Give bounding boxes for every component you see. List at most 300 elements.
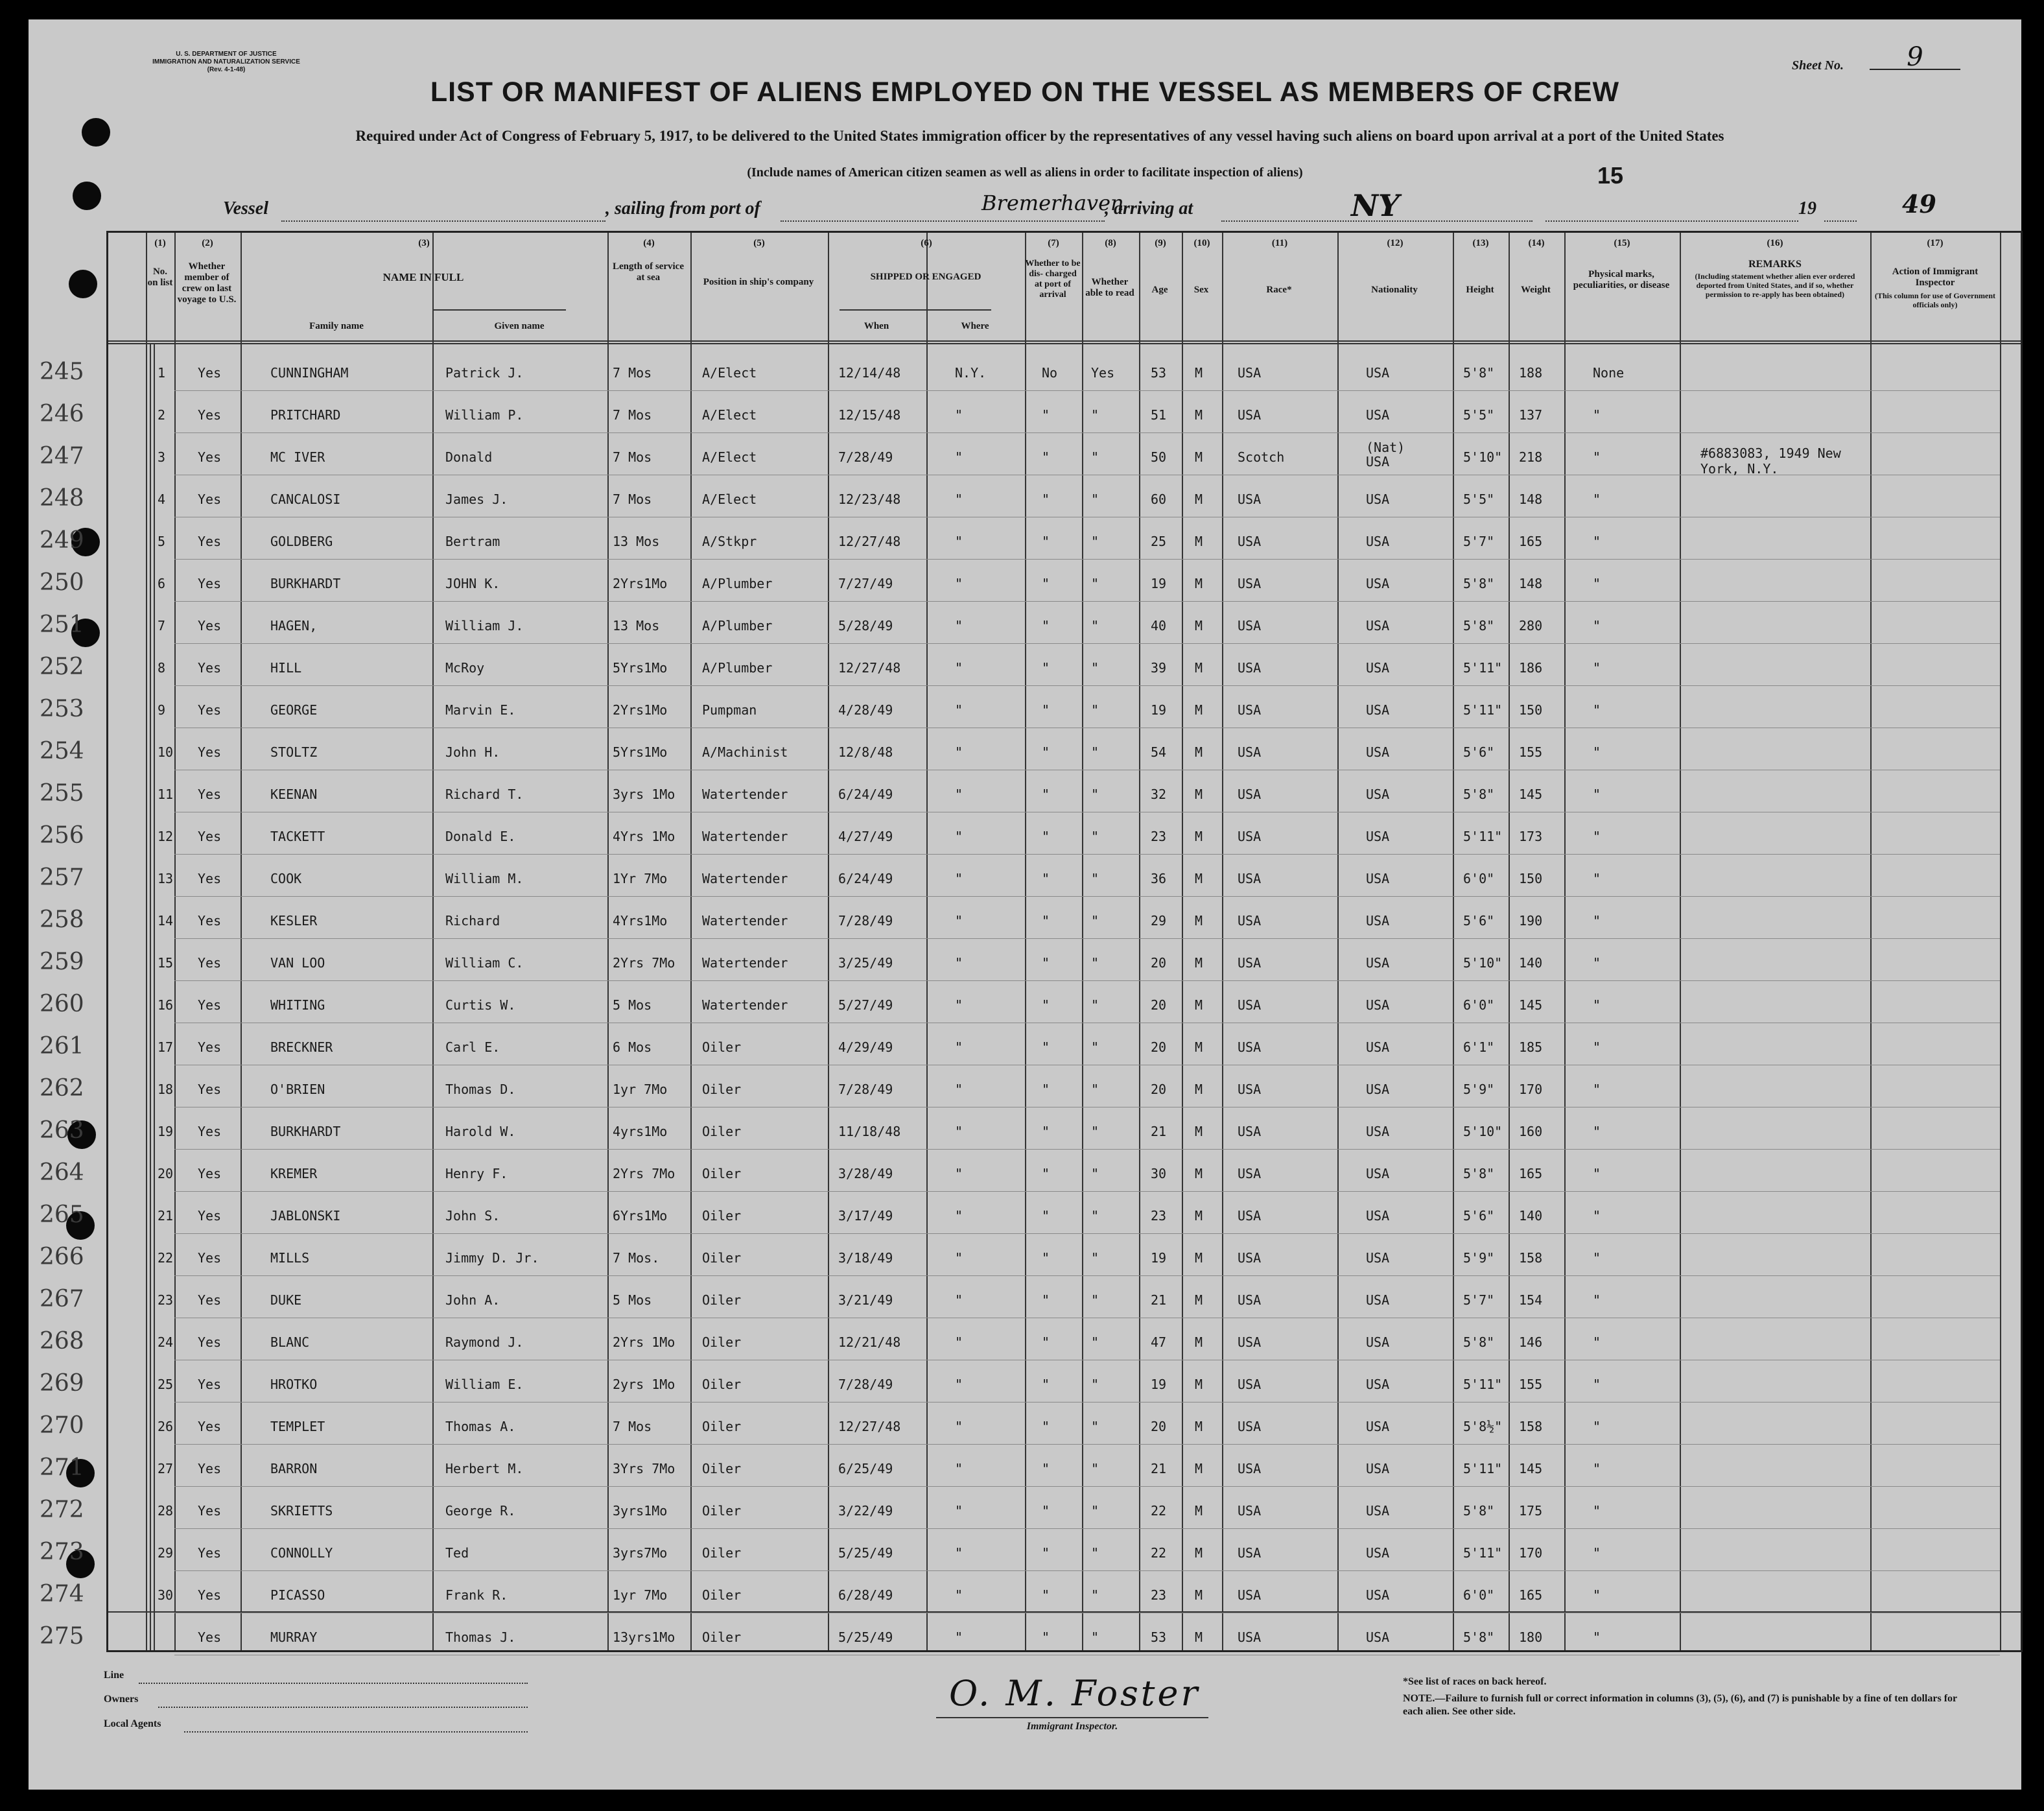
cell-position: A/Stkpr bbox=[702, 534, 757, 549]
cell-family: BARRON bbox=[270, 1461, 318, 1476]
row-rule bbox=[174, 390, 2000, 391]
cell-family: HAGEN, bbox=[270, 618, 318, 633]
cell-member: Yes bbox=[198, 1419, 222, 1434]
cell-family: GOLDBERG bbox=[270, 534, 333, 549]
cell-length: 3Yrs 7Mo bbox=[613, 1461, 675, 1476]
cell-read: " bbox=[1091, 534, 1099, 549]
cell-when: 12/27/48 bbox=[838, 1419, 901, 1434]
cell-weight: 190 bbox=[1519, 913, 1543, 929]
cell-family: MC IVER bbox=[270, 449, 325, 465]
cell-remarks: #6883083, 1949 New York, N.Y. bbox=[1700, 445, 1841, 477]
cell-sex: M bbox=[1195, 787, 1203, 802]
cell-weight: 155 bbox=[1519, 1377, 1543, 1392]
cell-given: Donald E. bbox=[445, 829, 516, 844]
cell-where: " bbox=[955, 787, 963, 802]
cell-no: 20 bbox=[158, 1166, 174, 1181]
cell-sex: M bbox=[1195, 1629, 1203, 1645]
cell-nat: USA bbox=[1366, 955, 1390, 971]
cell-given: Bertram bbox=[445, 534, 500, 549]
cell-disch: " bbox=[1042, 1166, 1050, 1181]
cell-read: " bbox=[1091, 1082, 1099, 1097]
cell-given: Jimmy D. Jr. bbox=[445, 1250, 539, 1266]
row-rule bbox=[174, 1528, 2000, 1529]
cell-when: 12/14/48 bbox=[838, 365, 901, 381]
cell-height: 5'5" bbox=[1463, 407, 1495, 423]
cell-given: Ted bbox=[445, 1545, 469, 1561]
cell-nat: USA bbox=[1366, 576, 1390, 591]
cell-member: Yes bbox=[198, 997, 222, 1013]
cell-read: " bbox=[1091, 1250, 1099, 1266]
cell-position: Oiler bbox=[702, 1166, 742, 1181]
cell-weight: 180 bbox=[1519, 1629, 1543, 1645]
cell-where: " bbox=[955, 491, 963, 507]
table-row bbox=[40, 729, 2021, 771]
cell-no: 12 bbox=[158, 829, 174, 844]
cell-physical: " bbox=[1593, 955, 1601, 971]
column-number: (4) bbox=[643, 238, 655, 248]
cell-disch: " bbox=[1042, 618, 1050, 633]
cell-physical: " bbox=[1593, 449, 1601, 465]
cell-read: " bbox=[1091, 1166, 1099, 1181]
row-rule bbox=[174, 432, 2000, 433]
cell-nat: USA bbox=[1366, 534, 1390, 549]
inspector-label: Immigrant Inspector. bbox=[1026, 1721, 1118, 1732]
cell-when: 7/28/49 bbox=[838, 1082, 893, 1097]
cell-where: " bbox=[955, 576, 963, 591]
cell-race: USA bbox=[1238, 702, 1262, 718]
cell-disch: " bbox=[1042, 1419, 1050, 1434]
table-row bbox=[40, 1024, 2021, 1066]
cell-no: 10 bbox=[158, 744, 174, 760]
cell-physical: " bbox=[1593, 1166, 1601, 1181]
cell-when: 5/25/49 bbox=[838, 1629, 893, 1645]
cell-no: 13 bbox=[158, 871, 174, 886]
cell-height: 5'11" bbox=[1463, 660, 1503, 676]
cell-disch: " bbox=[1042, 534, 1050, 549]
cell-family: VAN LOO bbox=[270, 955, 325, 971]
cell-physical: " bbox=[1593, 1292, 1601, 1308]
cell-length: 2yrs 1Mo bbox=[613, 1377, 675, 1392]
cell-race: USA bbox=[1238, 1377, 1262, 1392]
cell-physical: " bbox=[1593, 829, 1601, 844]
col-age-header: Age bbox=[1151, 285, 1168, 295]
cell-given: Donald bbox=[445, 449, 493, 465]
cell-given: John S. bbox=[445, 1208, 500, 1224]
cell-length: 7 Mos bbox=[613, 1419, 652, 1434]
cell-position: Watertender bbox=[702, 787, 788, 802]
cell-race: USA bbox=[1238, 997, 1262, 1013]
cell-race: USA bbox=[1238, 1461, 1262, 1476]
cell-where: " bbox=[955, 1545, 963, 1561]
line-number: 273 bbox=[40, 1539, 84, 1565]
cell-position: Oiler bbox=[702, 1124, 742, 1139]
cell-sex: M bbox=[1195, 1461, 1203, 1476]
cell-sex: M bbox=[1195, 913, 1203, 929]
cell-height: 5'11" bbox=[1463, 1545, 1503, 1561]
include-note: (Include names of American citizen seamen as well as aliens in order to facilitate inspection of aliens) bbox=[747, 165, 1303, 180]
cell-read: " bbox=[1091, 1503, 1099, 1519]
date-field bbox=[1545, 201, 1798, 222]
cell-sex: M bbox=[1195, 744, 1203, 760]
cell-length: 1yr 7Mo bbox=[613, 1587, 668, 1603]
cell-physical: " bbox=[1593, 744, 1601, 760]
cell-when: 12/15/48 bbox=[838, 407, 901, 423]
cell-height: 5'10" bbox=[1463, 1124, 1503, 1139]
cell-physical: " bbox=[1593, 1587, 1601, 1603]
cell-disch: " bbox=[1042, 407, 1050, 423]
cell-physical: " bbox=[1593, 1419, 1601, 1434]
cell-nat: USA bbox=[1366, 1461, 1390, 1476]
table-row bbox=[40, 1066, 2021, 1108]
cell-member: Yes bbox=[198, 1334, 222, 1350]
cell-physical: " bbox=[1593, 1503, 1601, 1519]
line-number: 266 bbox=[40, 1244, 84, 1270]
cell-age: 25 bbox=[1151, 534, 1167, 549]
cell-family: BRECKNER bbox=[270, 1039, 333, 1055]
cell-sex: M bbox=[1195, 1250, 1203, 1266]
cell-read: " bbox=[1091, 1292, 1099, 1308]
cell-where: " bbox=[955, 829, 963, 844]
cell-member: Yes bbox=[198, 829, 222, 844]
col-where-header: Where bbox=[961, 321, 989, 331]
cell-when: 3/22/49 bbox=[838, 1503, 893, 1519]
cell-disch: " bbox=[1042, 1461, 1050, 1476]
cell-disch: " bbox=[1042, 997, 1050, 1013]
cell-given: William C. bbox=[445, 955, 524, 971]
cell-read: " bbox=[1091, 997, 1099, 1013]
footer-owners-label: Owners bbox=[104, 1694, 139, 1705]
footer-agents-label: Local Agents bbox=[104, 1718, 161, 1729]
cell-family: MILLS bbox=[270, 1250, 310, 1266]
table-row bbox=[40, 1235, 2021, 1277]
row-rule bbox=[174, 938, 2000, 939]
column-number: (16) bbox=[1767, 238, 1783, 248]
cell-family: KREMER bbox=[270, 1166, 318, 1181]
cell-when: 7/27/49 bbox=[838, 576, 893, 591]
cell-age: 40 bbox=[1151, 618, 1167, 633]
footer-line-field bbox=[139, 1663, 528, 1684]
cell-nat: USA bbox=[1366, 787, 1390, 802]
cell-disch: " bbox=[1042, 1587, 1050, 1603]
cell-no: 9 bbox=[158, 702, 166, 718]
cell-length: 5 Mos bbox=[613, 1292, 652, 1308]
cell-sex: M bbox=[1195, 576, 1203, 591]
cell-no: 2 bbox=[158, 407, 166, 423]
sailing-port: Bremerhaven bbox=[981, 191, 1124, 215]
form-revision: (Rev. 4-1-48) bbox=[207, 66, 246, 73]
cell-read: " bbox=[1091, 1208, 1099, 1224]
cell-sex: M bbox=[1195, 702, 1203, 718]
cell-age: 23 bbox=[1151, 829, 1167, 844]
cell-height: 5'10" bbox=[1463, 449, 1503, 465]
col-weight-header: Weight bbox=[1521, 285, 1551, 295]
cell-sex: M bbox=[1195, 660, 1203, 676]
table-row bbox=[40, 855, 2021, 897]
cell-where: " bbox=[955, 1082, 963, 1097]
cell-member: Yes bbox=[198, 1629, 222, 1645]
table-row bbox=[40, 1403, 2021, 1445]
cell-read: " bbox=[1091, 955, 1099, 971]
cell-member: Yes bbox=[198, 660, 222, 676]
header-rule-double bbox=[108, 343, 2021, 344]
cell-member: Yes bbox=[198, 955, 222, 971]
table-row bbox=[40, 560, 2021, 602]
cell-no: 6 bbox=[158, 576, 166, 591]
cell-no: 28 bbox=[158, 1503, 174, 1519]
cell-weight: 145 bbox=[1519, 1461, 1543, 1476]
cell-height: 5'10" bbox=[1463, 955, 1503, 971]
cell-when: 3/17/49 bbox=[838, 1208, 893, 1224]
table-row bbox=[40, 349, 2021, 392]
cell-position: Watertender bbox=[702, 997, 788, 1013]
cell-no: 11 bbox=[158, 787, 174, 802]
cell-member: Yes bbox=[198, 576, 222, 591]
punch-hole bbox=[69, 270, 97, 298]
cell-given: Frank R. bbox=[445, 1587, 508, 1603]
cell-age: 19 bbox=[1151, 1377, 1167, 1392]
cell-weight: 218 bbox=[1519, 449, 1543, 465]
cell-given: John A. bbox=[445, 1292, 500, 1308]
cell-age: 20 bbox=[1151, 997, 1167, 1013]
cell-weight: 146 bbox=[1519, 1334, 1543, 1350]
cell-position: Watertender bbox=[702, 871, 788, 886]
cell-length: 1yr 7Mo bbox=[613, 1082, 668, 1097]
cell-physical: " bbox=[1593, 1124, 1601, 1139]
col-name-header: NAME IN FULL bbox=[382, 271, 464, 283]
cell-member: Yes bbox=[198, 1503, 222, 1519]
cell-family: BLANC bbox=[270, 1334, 310, 1350]
cell-age: 30 bbox=[1151, 1166, 1167, 1181]
cell-nat: USA bbox=[1366, 1250, 1390, 1266]
column-number: (17) bbox=[1927, 238, 1944, 248]
cell-sex: M bbox=[1195, 365, 1203, 381]
cell-where: " bbox=[955, 1587, 963, 1603]
cell-disch: " bbox=[1042, 1208, 1050, 1224]
cell-where: " bbox=[955, 955, 963, 971]
cell-given: Carl E. bbox=[445, 1039, 500, 1055]
line-number: 270 bbox=[40, 1412, 84, 1439]
cell-weight: 158 bbox=[1519, 1419, 1543, 1434]
cell-nat: USA bbox=[1366, 744, 1390, 760]
cell-weight: 137 bbox=[1519, 407, 1543, 423]
cell-given: Patrick J. bbox=[445, 365, 524, 381]
line-number: 255 bbox=[40, 780, 84, 807]
cell-disch: " bbox=[1042, 1250, 1050, 1266]
cell-age: 20 bbox=[1151, 1039, 1167, 1055]
cell-height: 5'5" bbox=[1463, 491, 1495, 507]
line-number: 260 bbox=[40, 991, 84, 1017]
cell-race: USA bbox=[1238, 1587, 1262, 1603]
cell-given: John H. bbox=[445, 744, 500, 760]
line-number: 262 bbox=[40, 1075, 84, 1102]
cell-height: 5'8" bbox=[1463, 1334, 1495, 1350]
cell-disch: " bbox=[1042, 491, 1050, 507]
line-number: 272 bbox=[40, 1497, 84, 1523]
cell-no: 23 bbox=[158, 1292, 174, 1308]
col-when-header: When bbox=[863, 321, 889, 331]
cell-height: 5'8½" bbox=[1463, 1419, 1503, 1434]
cell-family: JABLONSKI bbox=[270, 1208, 341, 1224]
cell-age: 21 bbox=[1151, 1124, 1167, 1139]
cell-race: USA bbox=[1238, 1250, 1262, 1266]
line-number: 268 bbox=[40, 1328, 84, 1355]
cell-nat: USA bbox=[1366, 1334, 1390, 1350]
cell-height: 5'11" bbox=[1463, 1461, 1503, 1476]
cell-height: 5'8" bbox=[1463, 1503, 1495, 1519]
cell-when: 12/8/48 bbox=[838, 744, 893, 760]
cell-nat: USA bbox=[1366, 997, 1390, 1013]
cell-member: Yes bbox=[198, 1292, 222, 1308]
col-sex-header: Sex bbox=[1193, 285, 1209, 295]
cell-length: 6 Mos bbox=[613, 1039, 652, 1055]
column-number: (3) bbox=[418, 238, 430, 248]
cell-family: KESLER bbox=[270, 913, 318, 929]
cell-when: 12/27/48 bbox=[838, 660, 901, 676]
cell-nat: USA bbox=[1366, 1629, 1390, 1645]
cell-sex: M bbox=[1195, 1545, 1203, 1561]
cell-sex: M bbox=[1195, 1124, 1203, 1139]
cell-when: 6/28/49 bbox=[838, 1587, 893, 1603]
line-number: 261 bbox=[40, 1033, 84, 1059]
cell-height: 6'0" bbox=[1463, 871, 1495, 886]
cell-physical: " bbox=[1593, 618, 1601, 633]
cell-read: " bbox=[1091, 702, 1099, 718]
cell-position: A/Machinist bbox=[702, 744, 788, 760]
cell-age: 20 bbox=[1151, 1082, 1167, 1097]
cell-age: 21 bbox=[1151, 1461, 1167, 1476]
cell-when: 5/27/49 bbox=[838, 997, 893, 1013]
cell-physical: " bbox=[1593, 660, 1601, 676]
row-rule bbox=[174, 1570, 2000, 1571]
line-number: 263 bbox=[40, 1117, 84, 1144]
row-rule bbox=[174, 1191, 2000, 1192]
cell-family: COOK bbox=[270, 871, 302, 886]
cell-length: 6Yrs1Mo bbox=[613, 1208, 668, 1224]
table-row bbox=[40, 1277, 2021, 1319]
cell-where: " bbox=[955, 449, 963, 465]
cell-age: 50 bbox=[1151, 449, 1167, 465]
cell-family: TACKETT bbox=[270, 829, 325, 844]
cell-given: Harold W. bbox=[445, 1124, 516, 1139]
column-number: (14) bbox=[1528, 238, 1545, 248]
line-number: 259 bbox=[40, 949, 84, 975]
column-number: (15) bbox=[1614, 238, 1630, 248]
cell-position: Oiler bbox=[702, 1082, 742, 1097]
cell-read: " bbox=[1091, 1545, 1099, 1561]
cell-race: USA bbox=[1238, 829, 1262, 844]
cell-when: 6/25/49 bbox=[838, 1461, 893, 1476]
cell-disch: " bbox=[1042, 1629, 1050, 1645]
cell-where: " bbox=[955, 1124, 963, 1139]
table-row bbox=[40, 1150, 2021, 1192]
cell-family: O'BRIEN bbox=[270, 1082, 325, 1097]
cell-age: 21 bbox=[1151, 1292, 1167, 1308]
cell-read: " bbox=[1091, 491, 1099, 507]
line-number: 251 bbox=[40, 611, 84, 638]
cell-sex: M bbox=[1195, 1208, 1203, 1224]
cell-age: 51 bbox=[1151, 407, 1167, 423]
cell-when: 4/27/49 bbox=[838, 829, 893, 844]
column-number: (7) bbox=[1048, 238, 1059, 248]
cell-nat: USA bbox=[1366, 365, 1390, 381]
cell-member: Yes bbox=[198, 871, 222, 886]
column-number: (2) bbox=[202, 238, 213, 248]
cell-race: USA bbox=[1238, 913, 1262, 929]
table-row bbox=[40, 602, 2021, 645]
cell-member: Yes bbox=[198, 1039, 222, 1055]
cell-read: Yes bbox=[1091, 365, 1115, 381]
cell-race: USA bbox=[1238, 1039, 1262, 1055]
column-number: (1) bbox=[154, 238, 166, 248]
cell-read: " bbox=[1091, 1419, 1099, 1434]
cell-nat: USA bbox=[1366, 491, 1390, 507]
cell-weight: 140 bbox=[1519, 955, 1543, 971]
cell-height: 5'6" bbox=[1463, 1208, 1495, 1224]
cell-position: Pumpman bbox=[702, 702, 757, 718]
cell-race: USA bbox=[1238, 1629, 1262, 1645]
cell-sex: M bbox=[1195, 997, 1203, 1013]
cell-position: A/Elect bbox=[702, 407, 757, 423]
cell-length: 2Yrs 1Mo bbox=[613, 1334, 675, 1350]
cell-sex: M bbox=[1195, 1377, 1203, 1392]
cell-weight: 170 bbox=[1519, 1545, 1543, 1561]
cell-physical: " bbox=[1593, 1334, 1601, 1350]
cell-member: Yes bbox=[198, 787, 222, 802]
cell-position: Oiler bbox=[702, 1208, 742, 1224]
line-number: 254 bbox=[40, 738, 84, 764]
cell-nat: USA bbox=[1366, 1039, 1390, 1055]
cell-weight: 160 bbox=[1519, 1124, 1543, 1139]
cell-sex: M bbox=[1195, 955, 1203, 971]
cell-physical: " bbox=[1593, 1461, 1601, 1476]
cell-nat: USA bbox=[1366, 1208, 1390, 1224]
requirement-text: Required under Act of Congress of February 5, 1917, to be delivered to the United States immigration officer by the representatives of any vessel having such aliens on board upon arrival at a port of the United States bbox=[355, 128, 1724, 144]
row-rule bbox=[174, 601, 2000, 602]
penalty-note: NOTE.—Failure to furnish full or correct information in columns (3), (5), (6), and (7) is punishable by a fine of ten dollars for each alien. See other side. bbox=[1403, 1693, 1957, 1717]
cell-length: 13 Mos bbox=[613, 534, 660, 549]
cell-member: Yes bbox=[198, 365, 222, 381]
cell-age: 36 bbox=[1151, 871, 1167, 886]
cell-weight: 170 bbox=[1519, 1082, 1543, 1097]
cell-physical: " bbox=[1593, 913, 1601, 929]
table-row bbox=[40, 1614, 2021, 1656]
footer-agents-field bbox=[184, 1712, 528, 1733]
cell-where: " bbox=[955, 1166, 963, 1181]
cell-when: 7/28/49 bbox=[838, 449, 893, 465]
line-number: 249 bbox=[40, 527, 84, 554]
cell-position: Oiler bbox=[702, 1629, 742, 1645]
table-row bbox=[40, 1319, 2021, 1361]
cell-race: USA bbox=[1238, 534, 1262, 549]
cell-nat: USA bbox=[1366, 1587, 1390, 1603]
line-number: 271 bbox=[40, 1454, 84, 1481]
cell-physical: None bbox=[1593, 365, 1625, 381]
cell-length: 2Yrs 7Mo bbox=[613, 955, 675, 971]
cell-physical: " bbox=[1593, 1208, 1601, 1224]
cell-nat: USA bbox=[1366, 1545, 1390, 1561]
cell-sex: M bbox=[1195, 1039, 1203, 1055]
cell-race: USA bbox=[1238, 1292, 1262, 1308]
cell-read: " bbox=[1091, 1461, 1099, 1476]
line-number: 269 bbox=[40, 1370, 84, 1397]
cell-where: " bbox=[955, 618, 963, 633]
cell-when: 5/28/49 bbox=[838, 618, 893, 633]
row-rule bbox=[174, 1486, 2000, 1487]
line-number: 257 bbox=[40, 864, 84, 891]
cell-read: " bbox=[1091, 1377, 1099, 1392]
cell-height: 5'6" bbox=[1463, 913, 1495, 929]
cell-family: CANCALOSI bbox=[270, 491, 341, 507]
